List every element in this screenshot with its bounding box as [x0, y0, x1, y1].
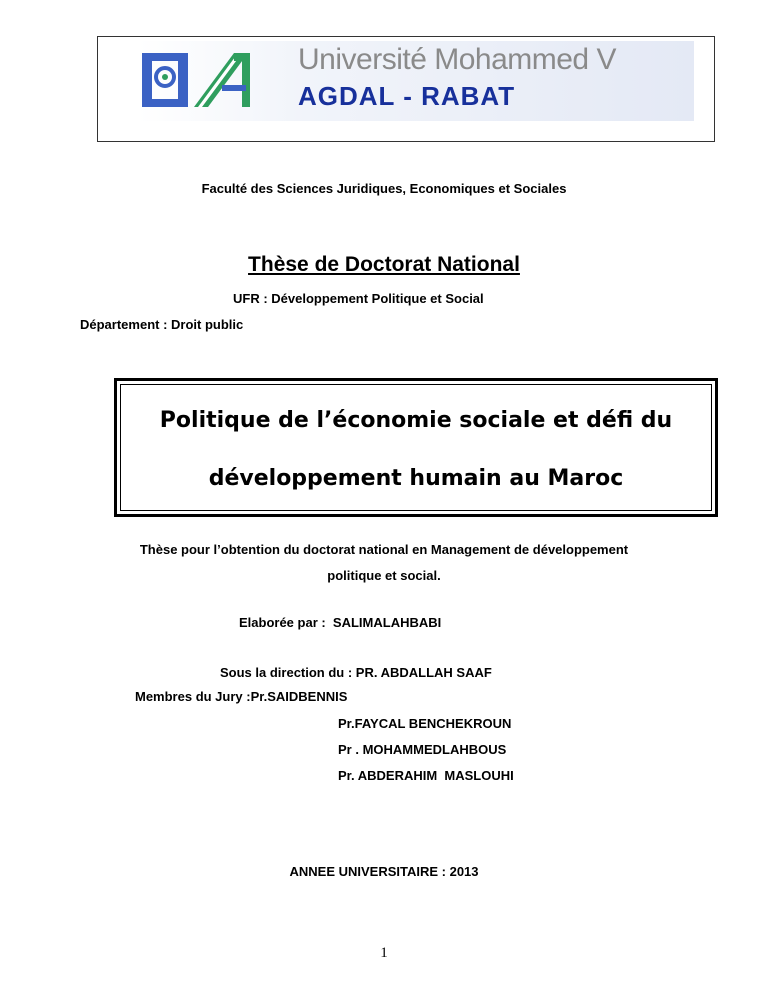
jury-label: Membres du Jury :Pr.SAIDBENNIS	[135, 689, 348, 704]
page-number: 1	[380, 945, 388, 961]
thesis-title-box	[114, 378, 718, 517]
logo-background	[138, 41, 694, 121]
university-emblem-icon	[138, 45, 256, 115]
thesis-type-heading: Thèse de Doctorat National	[248, 253, 520, 276]
university-logo-banner	[97, 36, 715, 142]
jury-member: Pr. ABDERAHIM MASLOUHI	[338, 768, 514, 783]
author-line: Elaborée par : SALIMALAHBABI	[239, 615, 442, 630]
thesis-title-line-1: Politique de l’économie sociale et défi du	[159, 408, 673, 433]
jury-member: Pr.FAYCAL BENCHEKROUN	[338, 716, 512, 731]
ufr-line: UFR : Développement Politique et Social	[233, 291, 484, 306]
department-line: Département : Droit public	[80, 317, 244, 332]
thesis-title-inner-border	[120, 384, 712, 511]
thesis-purpose-line-2: politique et social.	[327, 568, 441, 583]
jury-member: Pr . MOHAMMEDLAHBOUS	[338, 742, 507, 757]
thesis-title-line-2: développement humain au Maroc	[208, 466, 624, 491]
thesis-purpose-line-1: Thèse pour l’obtention du doctorat national en Management de développement	[139, 542, 629, 557]
university-campus: AGDAL - RABAT	[298, 81, 516, 111]
academic-year: ANNEE UNIVERSITAIRE : 2013	[289, 864, 479, 879]
faculty-name: Faculté des Sciences Juridiques, Economiques et Sociales	[201, 181, 567, 196]
university-name: Université Mohammed V	[298, 43, 616, 76]
supervisor-line: Sous la direction du : PR. ABDALLAH SAAF	[220, 665, 492, 680]
